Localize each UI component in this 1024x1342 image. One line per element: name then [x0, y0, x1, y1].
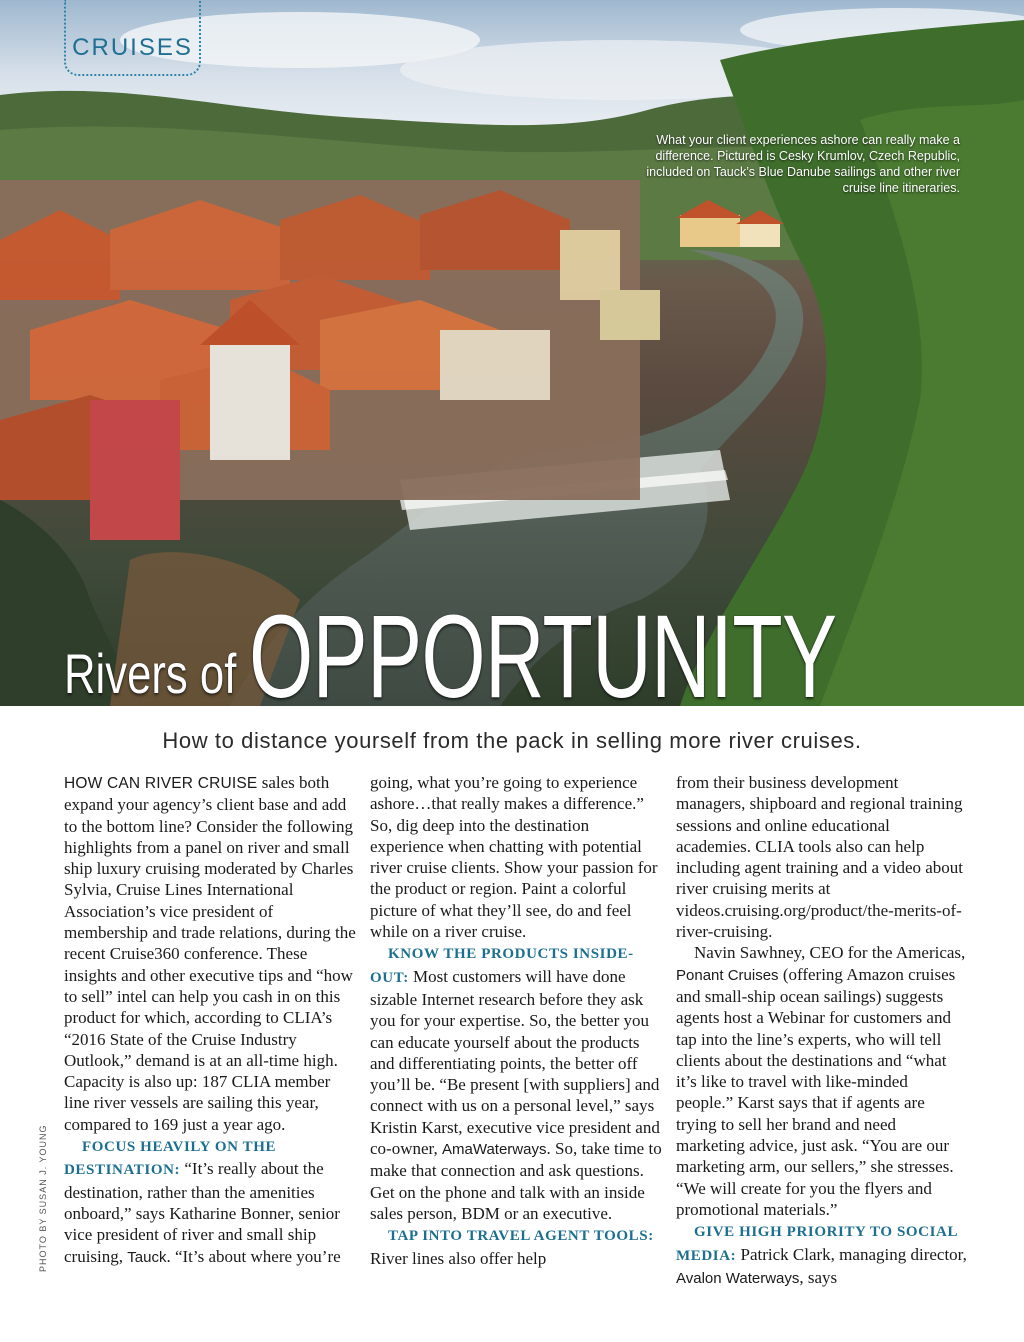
- paragraph-agent-tools: [370, 1224, 662, 1269]
- section-tag-label: CRUISES: [72, 34, 193, 61]
- paragraph-know-products: [370, 942, 662, 1224]
- ponant-text-a: Navin Sawhney, CEO for the Americas,: [694, 943, 966, 963]
- photo-credit: PHOTO BY SUSAN J. YOUNG: [38, 1124, 48, 1272]
- body-column-2: [370, 772, 662, 1269]
- know-products-text-b: . So, take time to make that connection and ask questions. Get on the phone and talk with an inside sales person, BDM or an executive.: [370, 1139, 662, 1223]
- focus-text-b: . “It’s about where you’re: [166, 1246, 341, 1266]
- paragraph-intro: [64, 772, 356, 1135]
- subhead-agent-tools: TAP INTO TRAVEL AGENT TOOLS:: [388, 1228, 654, 1245]
- social-media-text-a: Patrick Clark, managing director,: [736, 1244, 967, 1264]
- title-part-opportunity: OPPORTUNITY: [248, 590, 837, 706]
- subhead-focus-destination: FOCUS HEAVILY ON THE DESTINATION:: [64, 1139, 277, 1179]
- section-tag: [64, 0, 201, 76]
- paragraph-destination-cont: going, what you’re going to experience ashore…that really makes a difference.” So, dig deep into the destination experience when chatting with potential river cruise clients. Show your passion for the product or region. Paint a colorful picture of what they’ll see, do and feel while on a river cruise.: [370, 773, 658, 942]
- social-media-text-b: , says: [799, 1267, 838, 1287]
- brand-avalon: Avalon Waterways: [676, 1269, 800, 1287]
- lead-in: HOW CAN RIVER CRUISE: [64, 775, 258, 792]
- brand-ponant: Ponant Cruises: [676, 966, 779, 984]
- photo-caption: What your client experiences ashore can really make a difference. Pictured is Cesky Krumlov, Czech Republic, included on Tauck’s Blue Danube sailings and other river cruise line itineraries.: [646, 133, 960, 195]
- focus-text-a: “It’s really about the destination, rather than the amenities onboard,” says Katharine Bonner, senior vice president of river and small ship cruising,: [64, 1159, 340, 1266]
- subhead-know-products: KNOW THE PRODUCTS INSIDE-OUT:: [370, 946, 634, 986]
- article-title: [64, 575, 1024, 706]
- article-subtitle: How to distance yourself from the pack in selling more river cruises.: [162, 728, 862, 753]
- paragraph-focus: [64, 1135, 356, 1268]
- brand-tauck: Tauck: [127, 1248, 167, 1266]
- ponant-text-b: (offering Amazon cruises and small-ship ocean sailings) suggests agents host a Webinar for customers and tap into the line’s experts, who will tell clients about the destinations and “what it’s like to travel with like-minded people.” Karst says that if agents are trying to sell her brand and need marketing advice, just ask. “You are our marketing arm, our sellers,” she stresses. “We will create for you the flyers and promotional materials.”: [676, 964, 956, 1219]
- paragraph-social-media: [676, 1220, 968, 1289]
- subhead-social-media: GIVE HIGH PRIORITY TO SOCIAL MEDIA:: [676, 1224, 958, 1264]
- title-part-rivers-of: Rivers of: [64, 642, 237, 705]
- agent-tools-text: River lines also offer help: [370, 1248, 547, 1268]
- intro-text: sales both expand your agency’s client base and add to the bottom line? Consider the following highlights from a panel on river and small ship luxury cruising moderated by Charles Sylvia, Cruise Lines International Association’s vice president of membership and trade relations, during the recent Cruise360 conference. These insights and other executive tips and “how to sell” intel can help you cash in on this product for which, according to CLIA’s “2016 State of the Cruise Industry Outlook,” demand is at an all-time high. Capacity is also up: 187 CLIA member line river vessels are sailing this year, compared to 169 just a year ago.: [64, 773, 356, 1134]
- know-products-text-a: Most customers will have done sizable Internet research before they ask you for your expertise. So, the better you can educate yourself about the products and differentiating points, the better off you’ll be. “Be present [with suppliers] and connect with us on a personal level,” says Kristin Karst, executive vice president and co-owner,: [370, 966, 660, 1159]
- brand-amawaterways: AmaWaterways: [442, 1141, 547, 1159]
- body-column-3: [676, 772, 968, 1289]
- paragraph-tools-cont: from their business development managers, shipboard and regional training sessions and online educational academies. CLIA tools also can help including agent training and a video about river cruising merits at videos.cruising.org/product/the-merits-of-river-cruising.: [676, 773, 964, 942]
- paragraph-ponant: [676, 942, 968, 1220]
- body-column-1: [64, 772, 356, 1268]
